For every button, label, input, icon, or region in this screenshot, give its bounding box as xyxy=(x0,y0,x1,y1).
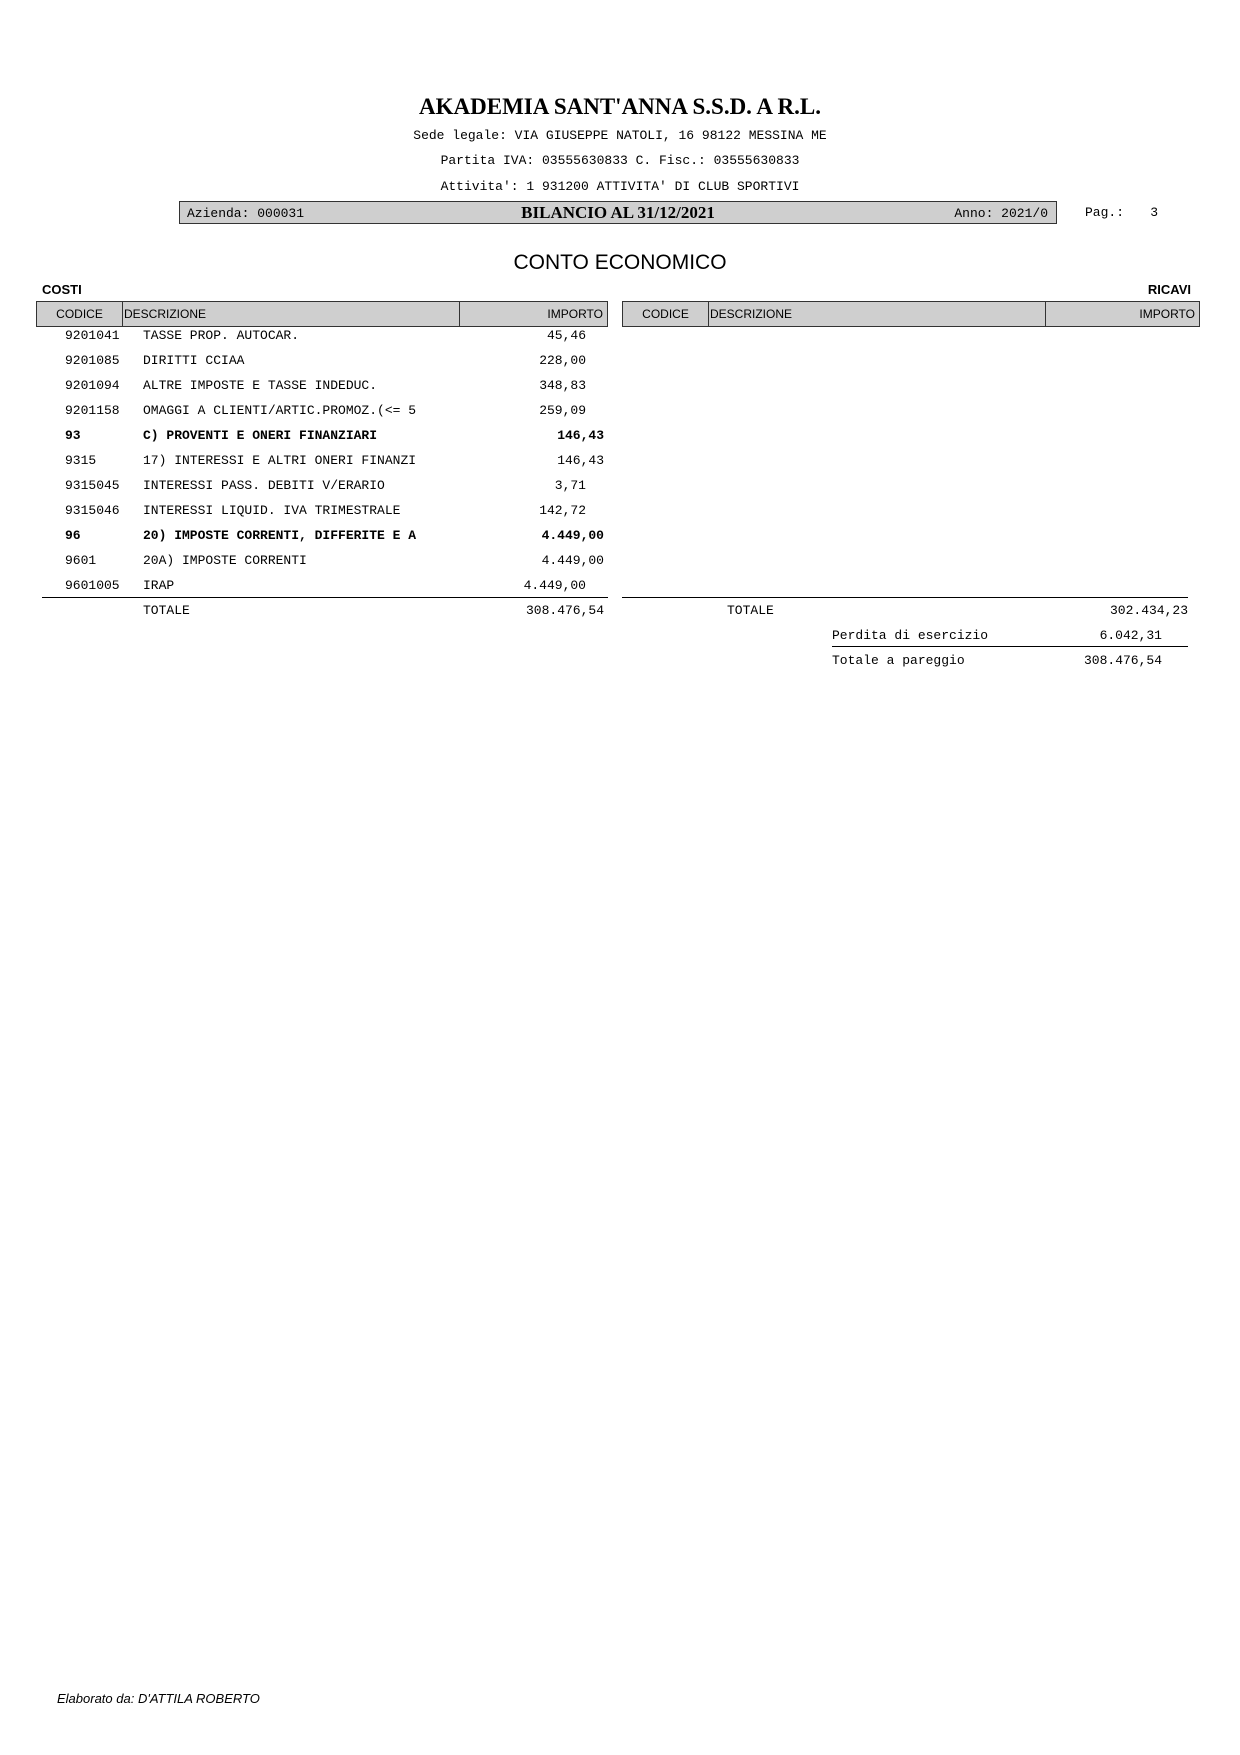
ricavi-total-rule xyxy=(622,597,1188,598)
page-label: Pag.: xyxy=(1085,205,1125,220)
row-descrizione: IRAP xyxy=(143,578,175,593)
ricavi-totale-label: TOTALE xyxy=(727,603,774,618)
costi-col-importo: IMPORTO xyxy=(459,302,607,326)
ricavi-table-header xyxy=(622,301,1200,327)
anno: Anno: 2021/0 xyxy=(954,206,1048,221)
table-row xyxy=(0,553,620,578)
footer-elaborato: Elaborato da: D'ATTILA ROBERTO xyxy=(57,1691,260,1706)
costi-col-codice: CODICE xyxy=(56,307,103,321)
table-row xyxy=(0,453,620,478)
ricavi-col-codice: CODICE xyxy=(642,307,689,321)
partita-iva: Partita IVA: 03555630833 C. Fisc.: 03555630833 xyxy=(440,153,800,168)
perdita-value: 6.042,31 xyxy=(1099,628,1162,643)
row-descrizione: 20A) IMPOSTE CORRENTI xyxy=(143,553,307,568)
row-codice: 9601 xyxy=(65,553,97,568)
ricavi-col-importo: IMPORTO xyxy=(1045,302,1199,326)
table-row xyxy=(0,403,620,428)
table-row xyxy=(0,353,620,378)
page-number xyxy=(1085,205,1158,220)
row-codice: 93 xyxy=(65,428,81,443)
row-codice: 9315 xyxy=(65,453,97,468)
row-importo: 228,00 xyxy=(539,353,586,368)
table-row xyxy=(0,578,620,603)
row-codice: 9201085 xyxy=(65,353,120,368)
row-codice: 9201094 xyxy=(65,378,120,393)
costi-table-header xyxy=(36,301,608,327)
row-descrizione: 20) IMPOSTE CORRENTI, DIFFERITE E A xyxy=(143,528,417,543)
pareggio-label: Totale a pareggio xyxy=(832,653,965,668)
row-importo: 259,09 xyxy=(539,403,586,418)
row-importo: 4.449,00 xyxy=(541,553,604,568)
row-codice: 96 xyxy=(65,528,81,543)
table-row xyxy=(0,378,620,403)
bilancio-bar xyxy=(179,201,1057,224)
row-descrizione: INTERESSI LIQUID. IVA TRIMESTRALE xyxy=(143,503,401,518)
row-codice: 9201158 xyxy=(65,403,120,418)
ricavi-label: RICAVI xyxy=(1147,282,1191,297)
table-row xyxy=(0,478,620,503)
row-codice: 9601005 xyxy=(65,578,120,593)
costi-col-descrizione: DESCRIZIONE xyxy=(122,302,459,326)
costi-totale-value: 308.476,54 xyxy=(525,603,604,618)
attivita: Attivita': 1 931200 ATTIVITA' DI CLUB SPORTIVI xyxy=(440,179,800,194)
table-row xyxy=(0,503,620,528)
row-importo: 3,71 xyxy=(554,478,586,493)
company-name: AKADEMIA SANT'ANNA S.S.D. A R.L. xyxy=(419,94,821,119)
ricavi-col-descrizione: DESCRIZIONE xyxy=(708,302,1045,326)
page-value: 3 xyxy=(1150,205,1159,220)
row-importo: 142,72 xyxy=(539,503,586,518)
bilancio-title: BILANCIO AL 31/12/2021 xyxy=(521,203,715,222)
row-codice: 9201041 xyxy=(65,328,120,343)
pareggio-rule xyxy=(832,646,1188,647)
perdita-label: Perdita di esercizio xyxy=(832,628,989,643)
row-importo: 45,46 xyxy=(546,328,586,343)
azienda-code: Azienda: 000031 xyxy=(187,206,305,221)
ricavi-totale-value: 302.434,23 xyxy=(1109,603,1188,618)
row-codice: 9315046 xyxy=(65,503,120,518)
row-importo: 146,43 xyxy=(557,428,604,443)
row-descrizione: OMAGGI A CLIENTI/ARTIC.PROMOZ.(<= 5 xyxy=(143,403,417,418)
row-codice: 9315045 xyxy=(65,478,120,493)
pareggio-value: 308.476,54 xyxy=(1083,653,1162,668)
section-title: CONTO ECONOMICO xyxy=(513,251,727,274)
costi-total-rule xyxy=(42,597,608,598)
row-descrizione: DIRITTI CCIAA xyxy=(143,353,245,368)
table-row xyxy=(0,328,620,353)
table-row-group xyxy=(0,528,620,553)
row-descrizione: C) PROVENTI E ONERI FINANZIARI xyxy=(143,428,378,443)
row-descrizione: 17) INTERESSI E ALTRI ONERI FINANZI xyxy=(143,453,417,468)
row-descrizione: TASSE PROP. AUTOCAR. xyxy=(143,328,300,343)
costi-label: COSTI xyxy=(42,282,82,297)
sede-legale: Sede legale: VIA GIUSEPPE NATOLI, 16 98122 MESSINA ME xyxy=(413,128,827,143)
row-importo: 4.449,00 xyxy=(541,528,604,543)
costi-totale-label: TOTALE xyxy=(143,603,190,618)
table-row-group xyxy=(0,428,620,453)
row-descrizione: ALTRE IMPOSTE E TASSE INDEDUC. xyxy=(143,378,378,393)
row-importo: 348,83 xyxy=(539,378,586,393)
row-importo: 4.449,00 xyxy=(523,578,586,593)
row-importo: 146,43 xyxy=(557,453,604,468)
row-descrizione: INTERESSI PASS. DEBITI V/ERARIO xyxy=(143,478,385,493)
